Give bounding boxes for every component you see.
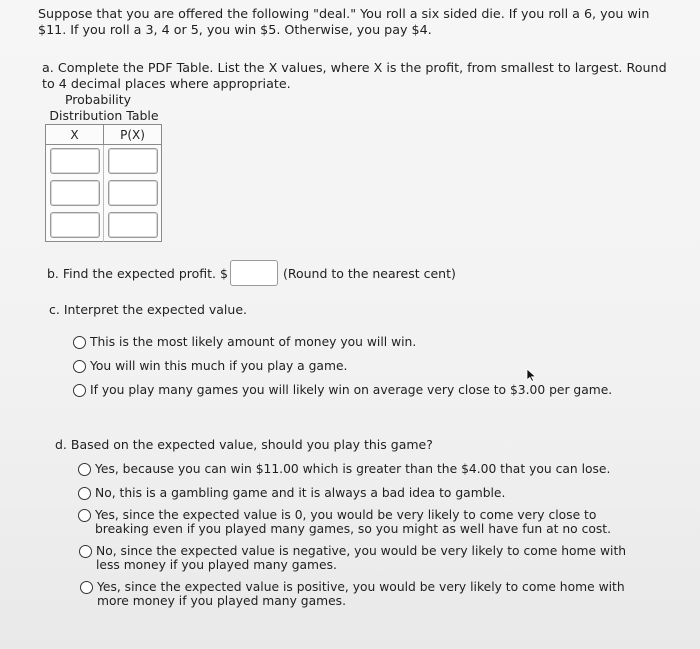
radio-icon[interactable] bbox=[79, 545, 92, 558]
option-text: Yes, since the expected value is positive, you would be very likely to come home with more money if you played many games. bbox=[97, 580, 625, 608]
part-d-option-4[interactable] bbox=[79, 544, 651, 572]
radio-icon[interactable] bbox=[73, 384, 86, 397]
part-d-option-3[interactable] bbox=[78, 508, 650, 536]
part-b-label: b. Find the expected profit. $ bbox=[47, 265, 228, 281]
column-header-px: P(X) bbox=[104, 125, 162, 145]
table-row bbox=[46, 145, 162, 178]
radio-icon[interactable] bbox=[73, 336, 86, 349]
part-c-option-2[interactable] bbox=[73, 359, 653, 373]
table-title-line1: Probability bbox=[64, 92, 132, 107]
option-text: This is the most likely amount of money you will win. bbox=[90, 335, 417, 349]
part-d-option-1[interactable] bbox=[78, 462, 658, 476]
option-text: If you play many games you will likely win on average very close to $3.00 per game. bbox=[90, 383, 613, 397]
radio-icon[interactable] bbox=[78, 509, 91, 522]
part-c-option-1[interactable] bbox=[73, 335, 653, 349]
radio-icon[interactable] bbox=[73, 360, 86, 373]
part-c-label: c. Interpret the expected value. bbox=[49, 302, 247, 317]
table-row bbox=[46, 209, 162, 242]
column-header-x: X bbox=[46, 125, 104, 145]
expected-profit-input[interactable] bbox=[230, 260, 278, 286]
question-intro: Suppose that you are offered the following "deal." You roll a six sided die. If you roll a 6, you win $11. If you roll a 3, 4 or 5, you win $5. Otherwise, you pay $4. bbox=[38, 6, 650, 37]
radio-icon[interactable] bbox=[78, 487, 91, 500]
option-text: Yes, because you can win $11.00 which is greater than the $4.00 that you can lose. bbox=[95, 462, 611, 476]
option-text: No, this is a gambling game and it is always a bad idea to gamble. bbox=[95, 486, 506, 500]
x-input-3[interactable] bbox=[50, 212, 100, 238]
px-input-1[interactable] bbox=[108, 148, 158, 174]
table-title-line2: Distribution Table bbox=[49, 107, 159, 123]
x-input-1[interactable] bbox=[50, 148, 100, 174]
radio-icon[interactable] bbox=[80, 581, 93, 594]
px-input-3[interactable] bbox=[108, 212, 158, 238]
pdf-table bbox=[45, 124, 162, 242]
part-d-label: d. Based on the expected value, should you play this game? bbox=[55, 437, 433, 452]
option-text: Yes, since the expected value is 0, you would be very likely to come very close to breaking even if you played many games, so you might as well have fun at no cost. bbox=[95, 508, 612, 536]
table-title bbox=[45, 92, 163, 123]
part-d-option-5[interactable] bbox=[80, 580, 660, 608]
part-b bbox=[47, 259, 456, 287]
x-input-2[interactable] bbox=[50, 180, 100, 206]
part-d-option-2[interactable] bbox=[78, 486, 658, 500]
part-b-note: (Round to the nearest cent) bbox=[282, 265, 456, 281]
table-row bbox=[46, 177, 162, 209]
px-input-2[interactable] bbox=[108, 180, 158, 206]
mouse-cursor-icon bbox=[526, 368, 537, 385]
option-text: No, since the expected value is negative, you would be very likely to come home with less money if you played many games. bbox=[96, 544, 627, 572]
option-text: You will win this much if you play a game. bbox=[90, 359, 348, 373]
part-c-option-3[interactable] bbox=[73, 383, 673, 397]
part-a-instructions: a. Complete the PDF Table. List the X values, where X is the profit, from smallest to largest. Round to 4 decimal places where appropriate. bbox=[42, 60, 667, 91]
radio-icon[interactable] bbox=[78, 463, 91, 476]
